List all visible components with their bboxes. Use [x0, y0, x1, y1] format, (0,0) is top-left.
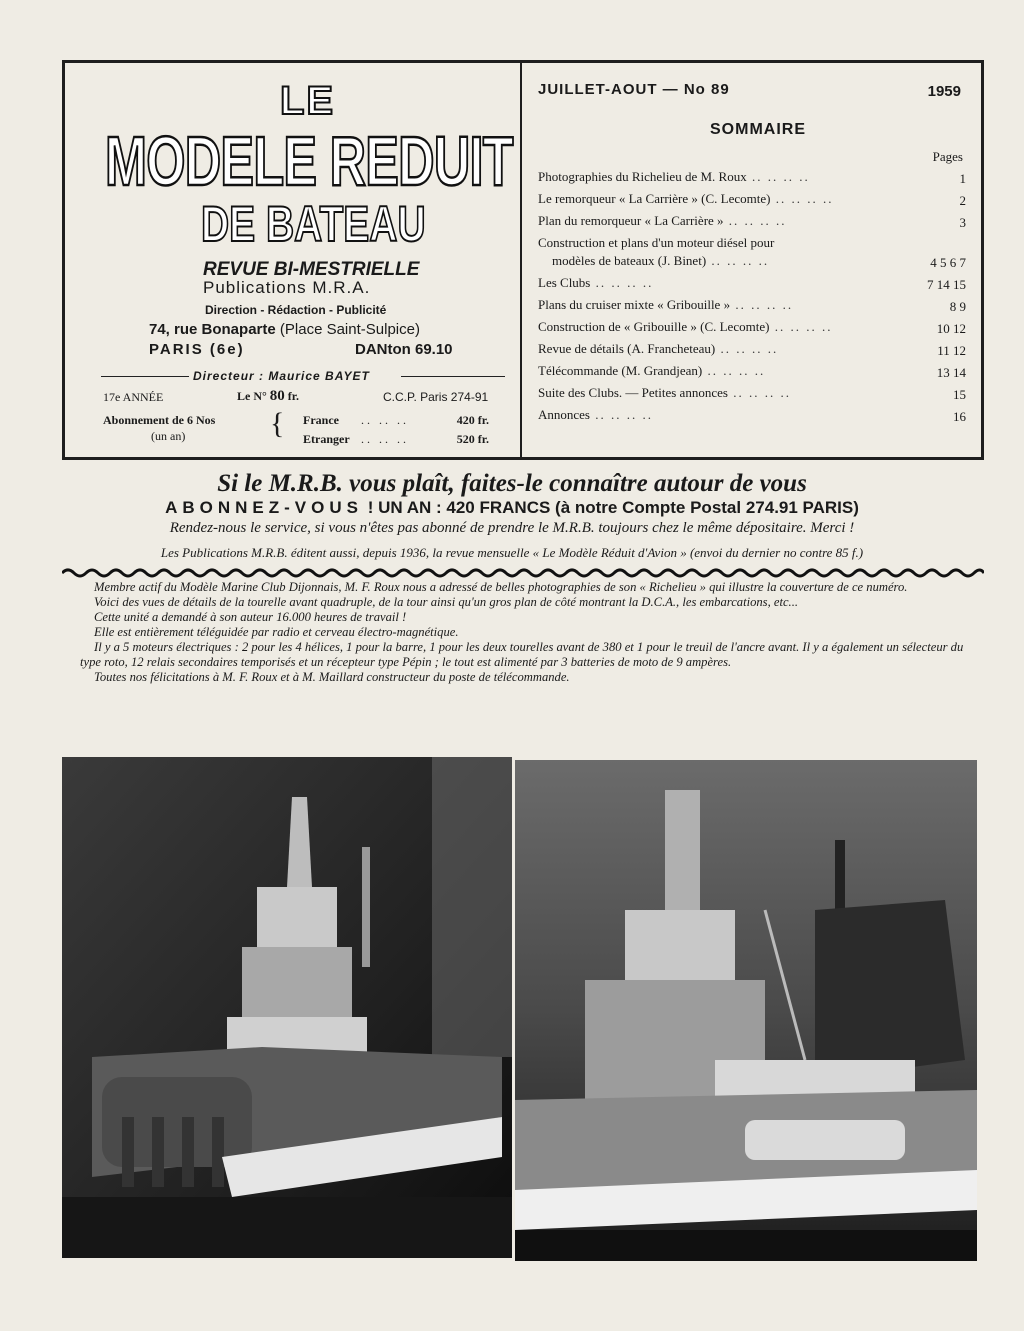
promo-publications: Les Publications M.R.B. éditent aussi, depuis 1936, la revue mensuelle « Le Modèle Réduit d'Avion » (envoi du dernier no contre 85 f.) [160, 545, 864, 560]
dot-leader: .. .. .. .. [590, 407, 653, 422]
brace-icon: { [270, 407, 285, 440]
postal-account: C.C.P. Paris 274-91 [383, 390, 489, 404]
toc-entry: Suite des Clubs. — Petites annonces .. .. .. .. 15 [538, 385, 966, 402]
subscription-sub: (un an) [151, 429, 186, 443]
toc-entry: Revue de détails (A. Francheteau) .. .. .. .. 11 12 [538, 341, 966, 358]
pages-label: Pages [932, 149, 963, 164]
promo-subscribe [0, 498, 1024, 518]
dot-leader: .. .. .. .. [590, 275, 654, 290]
rule-left [101, 376, 189, 377]
toc-entry: Construction de « Gribouille » (C. Lecomte) .. .. .. .. 10 12 [538, 319, 966, 336]
toc-entry: Plans du cruiser mixte « Gribouille » .. .. .. .. 8 9 [538, 297, 966, 314]
battleship-bow-photo-icon [62, 757, 512, 1258]
table-of-contents [520, 63, 981, 457]
article-paragraph: Cette unité a demandé à son auteur 16.000 heures de travail ! [94, 610, 407, 624]
article-paragraph: Voici des vues de détails de la tourelle avant quadruple, de la tour ainsi qu'un gros plan de côté montrant la D.C.A., les embarcations, etc... [94, 595, 799, 609]
photo-richelieu-midship [515, 760, 977, 1261]
promo-headline: Si le M.R.B. vous plaît, faites-le connaître autour de vous [217, 470, 807, 497]
phone: DANton 69.10 [355, 341, 453, 358]
battleship-midship-photo-icon [515, 760, 977, 1261]
direction-line: Direction - Rédaction - Publicité [205, 303, 387, 317]
publisher: Publications M.R.A. [203, 278, 371, 297]
revue-subtitle: REVUE BI-MESTRIELLE [203, 259, 420, 280]
dot-leader: .. .. .. .. [746, 169, 810, 184]
price-value: 520 fr. [456, 432, 489, 446]
toc-entry: Plan du remorqueur « La Carrière » .. .. .. .. 3 [538, 213, 966, 230]
director: Directeur : Maurice BAYET [193, 369, 370, 383]
logo-line-modele-reduit: MODELE REDUIT [105, 122, 513, 200]
price-label: France [303, 413, 339, 427]
subscription-label: Abonnement de 6 Nos [103, 413, 216, 427]
issue-label: JUILLET-AOUT — No 89 [538, 81, 730, 98]
logo-line-de-bateau: DE BATEAU [201, 196, 426, 252]
dot-leader: .. .. .. .. [715, 341, 779, 356]
city: PARIS (6e) [149, 341, 245, 358]
issue-price-unit: fr. [287, 389, 300, 403]
dot-leader: .. .. .. .. [727, 385, 791, 400]
article-paragraph: Elle est entièrement téléguidée par radio et cerveau électro-magnétique. [94, 625, 459, 639]
director-line [101, 369, 505, 383]
dot-leader: .. .. .. .. [706, 253, 770, 268]
address-street: 74, rue Bonaparte [149, 321, 276, 338]
article-paragraph: Il y a 5 moteurs électriques : 2 pour les 4 hélices, 1 pour la barre, 1 pour les deux tourelles avant de 380 et 1 pour le treuil de l'ancre avant. Il y a également un sélecteur du type roto, 12 relais secondaires temporisés et un récepteur type Pépin ; le tout est alimenté par 3 batteries de moto de 9 ampères. [80, 640, 964, 669]
toc-entry: Le remorqueur « La Carrière » (C. Lecomte) .. .. .. .. 2 [538, 191, 966, 208]
issue-price-value: 80 [269, 388, 285, 404]
logo-line-le: LE [280, 79, 336, 123]
article-body [80, 580, 970, 685]
dot-leader: .. .. .. .. [730, 297, 794, 312]
issue-price [237, 388, 299, 405]
price-france: France .. .. .. 420 fr. [303, 413, 489, 427]
toc-entry: Construction et plans d'un moteur diésel pour modèles de bateaux (J. Binet) .. .. .. .. 4 5 6 7 [538, 235, 966, 270]
rule-right [401, 376, 505, 377]
year-volume: 17e ANNÉE [103, 390, 164, 404]
promo-subscribe-details: ! UN AN : 420 FRANCS (à notre Compte Postal 274.91 PARIS) [367, 498, 859, 517]
toc-list [538, 169, 966, 429]
dot-leader: .. .. .. .. [770, 191, 834, 206]
masthead-box [62, 60, 984, 460]
address-place: (Place Saint-Sulpice) [279, 321, 420, 338]
issue-year: 1959 [927, 83, 961, 100]
photo-richelieu-bow [62, 757, 512, 1258]
address [149, 321, 420, 338]
price-label: Etranger [303, 432, 350, 446]
price-etranger: Etranger .. .. .. 520 fr. [303, 432, 489, 446]
promo-subscribe-callout: ABONNEZ-VOUS [165, 498, 363, 517]
dot-leader: .. .. .. .. [723, 213, 787, 228]
dot-leader: .. .. .. .. [769, 319, 833, 334]
toc-entry: Annonces .. .. .. .. 16 [538, 407, 966, 424]
article-paragraph: Toutes nos félicitations à M. F. Roux et à M. Maillard constructeur du poste de télécommande. [94, 670, 570, 684]
masthead [65, 63, 522, 457]
price-value: 420 fr. [456, 413, 489, 427]
promo-request: Rendez-nous le service, si vous n'êtes pas abonné de prendre le M.R.B. toujours chez le même dépositaire. Merci ! [169, 520, 855, 536]
issue-price-label: Le N° [237, 389, 267, 403]
toc-entry: Télécommande (M. Grandjean) .. .. .. .. 13 14 [538, 363, 966, 380]
sommaire-title: SOMMAIRE [710, 121, 806, 138]
dot-leader: .. .. .. .. [702, 363, 766, 378]
toc-entry: Les Clubs .. .. .. .. 7 14 15 [538, 275, 966, 292]
article-paragraph: Membre actif du Modèle Marine Club Dijonnais, M. F. Roux nous a adressé de belles photographies de son « Richelieu » qui illustre la couverture de ce numéro. [94, 580, 908, 594]
toc-entry: Photographies du Richelieu de M. Roux .. .. .. .. 1 [538, 169, 966, 186]
